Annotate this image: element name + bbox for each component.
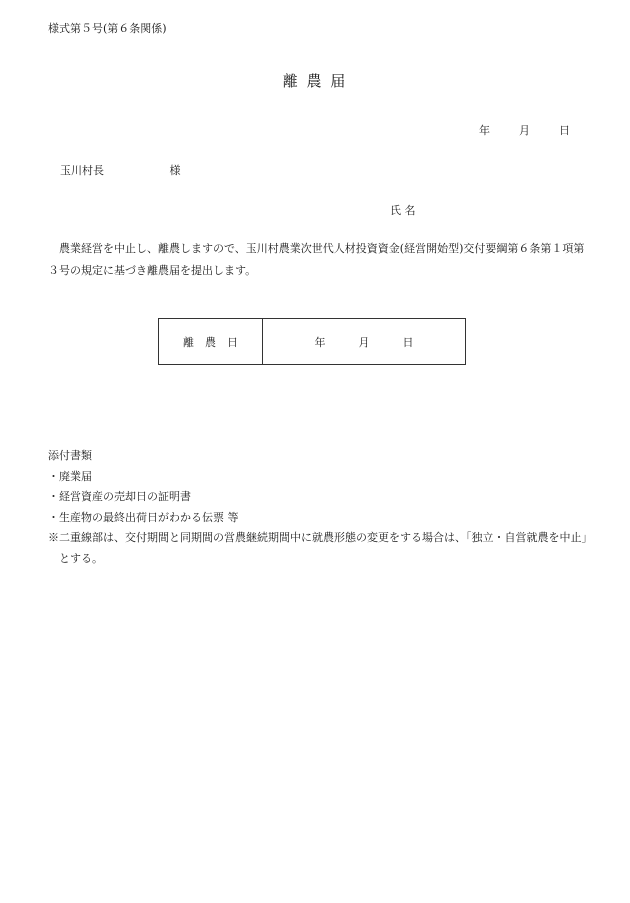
attachment-item: ・生産物の最終出荷日がわかる伝票 等 (48, 510, 239, 524)
month-label: 月 (519, 124, 530, 137)
applicant-name-label: 氏 名 (390, 204, 416, 217)
retirement-date-label: 離 農 日 (159, 319, 263, 364)
day-label: 日 (559, 124, 570, 137)
submission-date (479, 122, 570, 138)
year-label: 年 (479, 124, 490, 137)
retirement-date-table (158, 318, 466, 365)
attachments-section (48, 446, 593, 569)
attachments-note: ※二重線部は、交付期間と同期間の営農継続期間中に就農形態の変更をする場合は、「独立・自営就農を中止」とする。 (48, 531, 593, 565)
attachments-heading: 添付書類 (48, 449, 92, 462)
attachment-item: ・経営資産の売却日の証明書 (48, 490, 191, 503)
attachment-item: ・廃業届 (48, 469, 92, 483)
body-text: 農業経営を中止し、離農しますので、玉川村農業次世代人材投資資金(経営開始型)交付要綱第６条第１項第３号の規定に基づき離農届を提出します。 (48, 242, 585, 277)
form-number: 様式第５号(第６条関係) (48, 22, 167, 35)
addressee (60, 162, 181, 178)
retirement-date-field[interactable]: 年 月 日 (314, 335, 414, 349)
addressee-honorific: 様 (169, 164, 181, 177)
addressee-name: 玉川村長 (60, 164, 104, 177)
document-title: 離 農 届 (282, 72, 348, 90)
